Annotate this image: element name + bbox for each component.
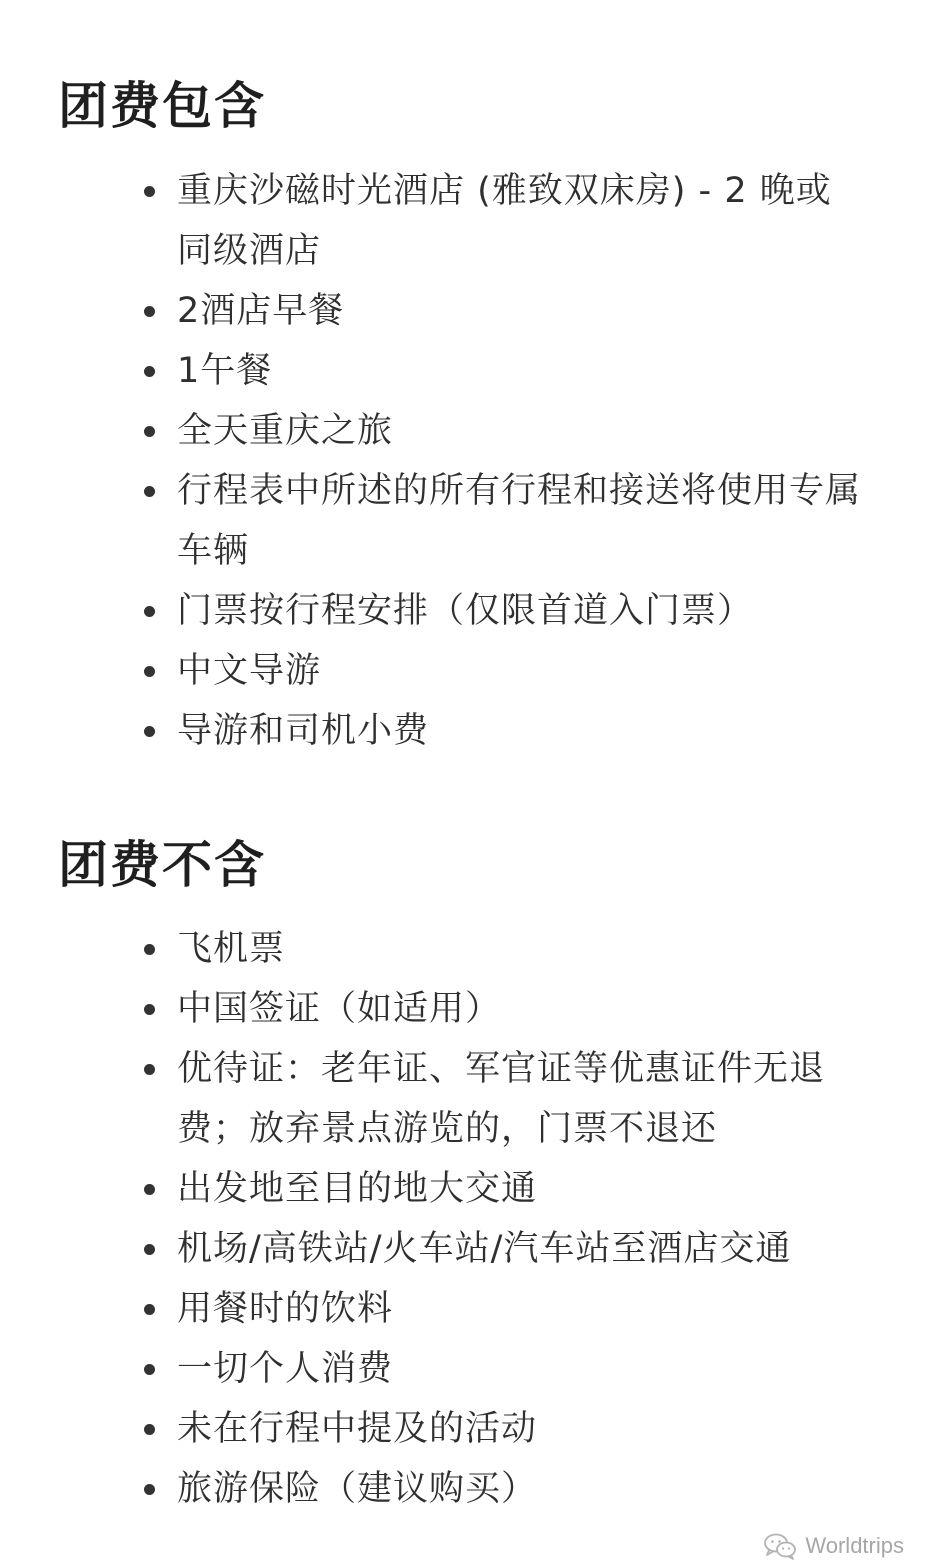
list-item-text: 机场/高铁站/火车站/汽车站至酒店交通: [177, 1229, 792, 1269]
list-item: [0, 641, 934, 701]
list-item: [0, 1279, 934, 1339]
list-item-text: 一切个人消费: [177, 1349, 394, 1389]
list-item: [0, 1039, 934, 1159]
list-item-text: 未在行程中提及的活动: [177, 1409, 538, 1449]
bullet-icon: [144, 944, 155, 955]
wechat-icon: [763, 1532, 797, 1560]
list-item: [0, 401, 934, 461]
list-item-text: 行程表中所述的所有行程和接送将使用专属车辆: [177, 471, 862, 571]
excluded-section-title: 团费不含: [58, 836, 266, 894]
bullet-icon: [144, 306, 155, 317]
watermark: [763, 1532, 904, 1560]
list-item-text: 1午餐: [177, 351, 273, 391]
list-item: [0, 979, 934, 1039]
bullet-icon: [144, 1184, 155, 1195]
list-item-text: 中文导游: [177, 651, 322, 691]
bullet-icon: [144, 426, 155, 437]
list-item-text: 2酒店早餐: [177, 291, 345, 331]
list-item-text: 旅游保险（建议购买）: [177, 1469, 538, 1509]
bullet-icon: [144, 1484, 155, 1495]
list-item-text: 重庆沙磁时光酒店 (雅致双床房) - 2 晚或同级酒店: [177, 171, 832, 271]
list-item: [0, 1399, 934, 1459]
list-item-text: 门票按行程安排（仅限首道入门票）: [177, 591, 754, 631]
excluded-list: [0, 919, 934, 1519]
bullet-icon: [144, 606, 155, 617]
bullet-icon: [144, 1304, 155, 1315]
watermark-text: Worldtrips: [805, 1533, 904, 1558]
list-item: [0, 161, 934, 281]
list-item-text: 飞机票: [177, 929, 286, 969]
bullet-icon: [144, 1004, 155, 1015]
list-item: [0, 701, 934, 761]
bullet-icon: [144, 666, 155, 677]
list-item: [0, 281, 934, 341]
list-item: [0, 1159, 934, 1219]
included-list: [0, 161, 934, 761]
list-item: [0, 919, 934, 979]
list-item: [0, 1459, 934, 1519]
list-item-text: 导游和司机小费: [177, 711, 430, 751]
list-item: [0, 341, 934, 401]
list-item-text: 优待证：老年证、军官证等优惠证件无退费；放弃景点游览的，门票不退还: [177, 1049, 826, 1149]
list-item: [0, 461, 934, 581]
list-item-text: 用餐时的饮料: [177, 1289, 394, 1329]
list-item: [0, 1219, 934, 1279]
bullet-icon: [144, 1064, 155, 1075]
bullet-icon: [144, 1364, 155, 1375]
list-item-text: 出发地至目的地大交通: [177, 1169, 538, 1209]
included-section-title: 团费包含: [58, 77, 266, 135]
list-item: [0, 1339, 934, 1399]
list-item-text: 全天重庆之旅: [177, 411, 394, 451]
bullet-icon: [144, 1424, 155, 1435]
list-item: [0, 581, 934, 641]
bullet-icon: [144, 186, 155, 197]
bullet-icon: [144, 726, 155, 737]
bullet-icon: [144, 1244, 155, 1255]
bullet-icon: [144, 366, 155, 377]
list-item-text: 中国签证（如适用）: [177, 989, 502, 1029]
bullet-icon: [144, 486, 155, 497]
